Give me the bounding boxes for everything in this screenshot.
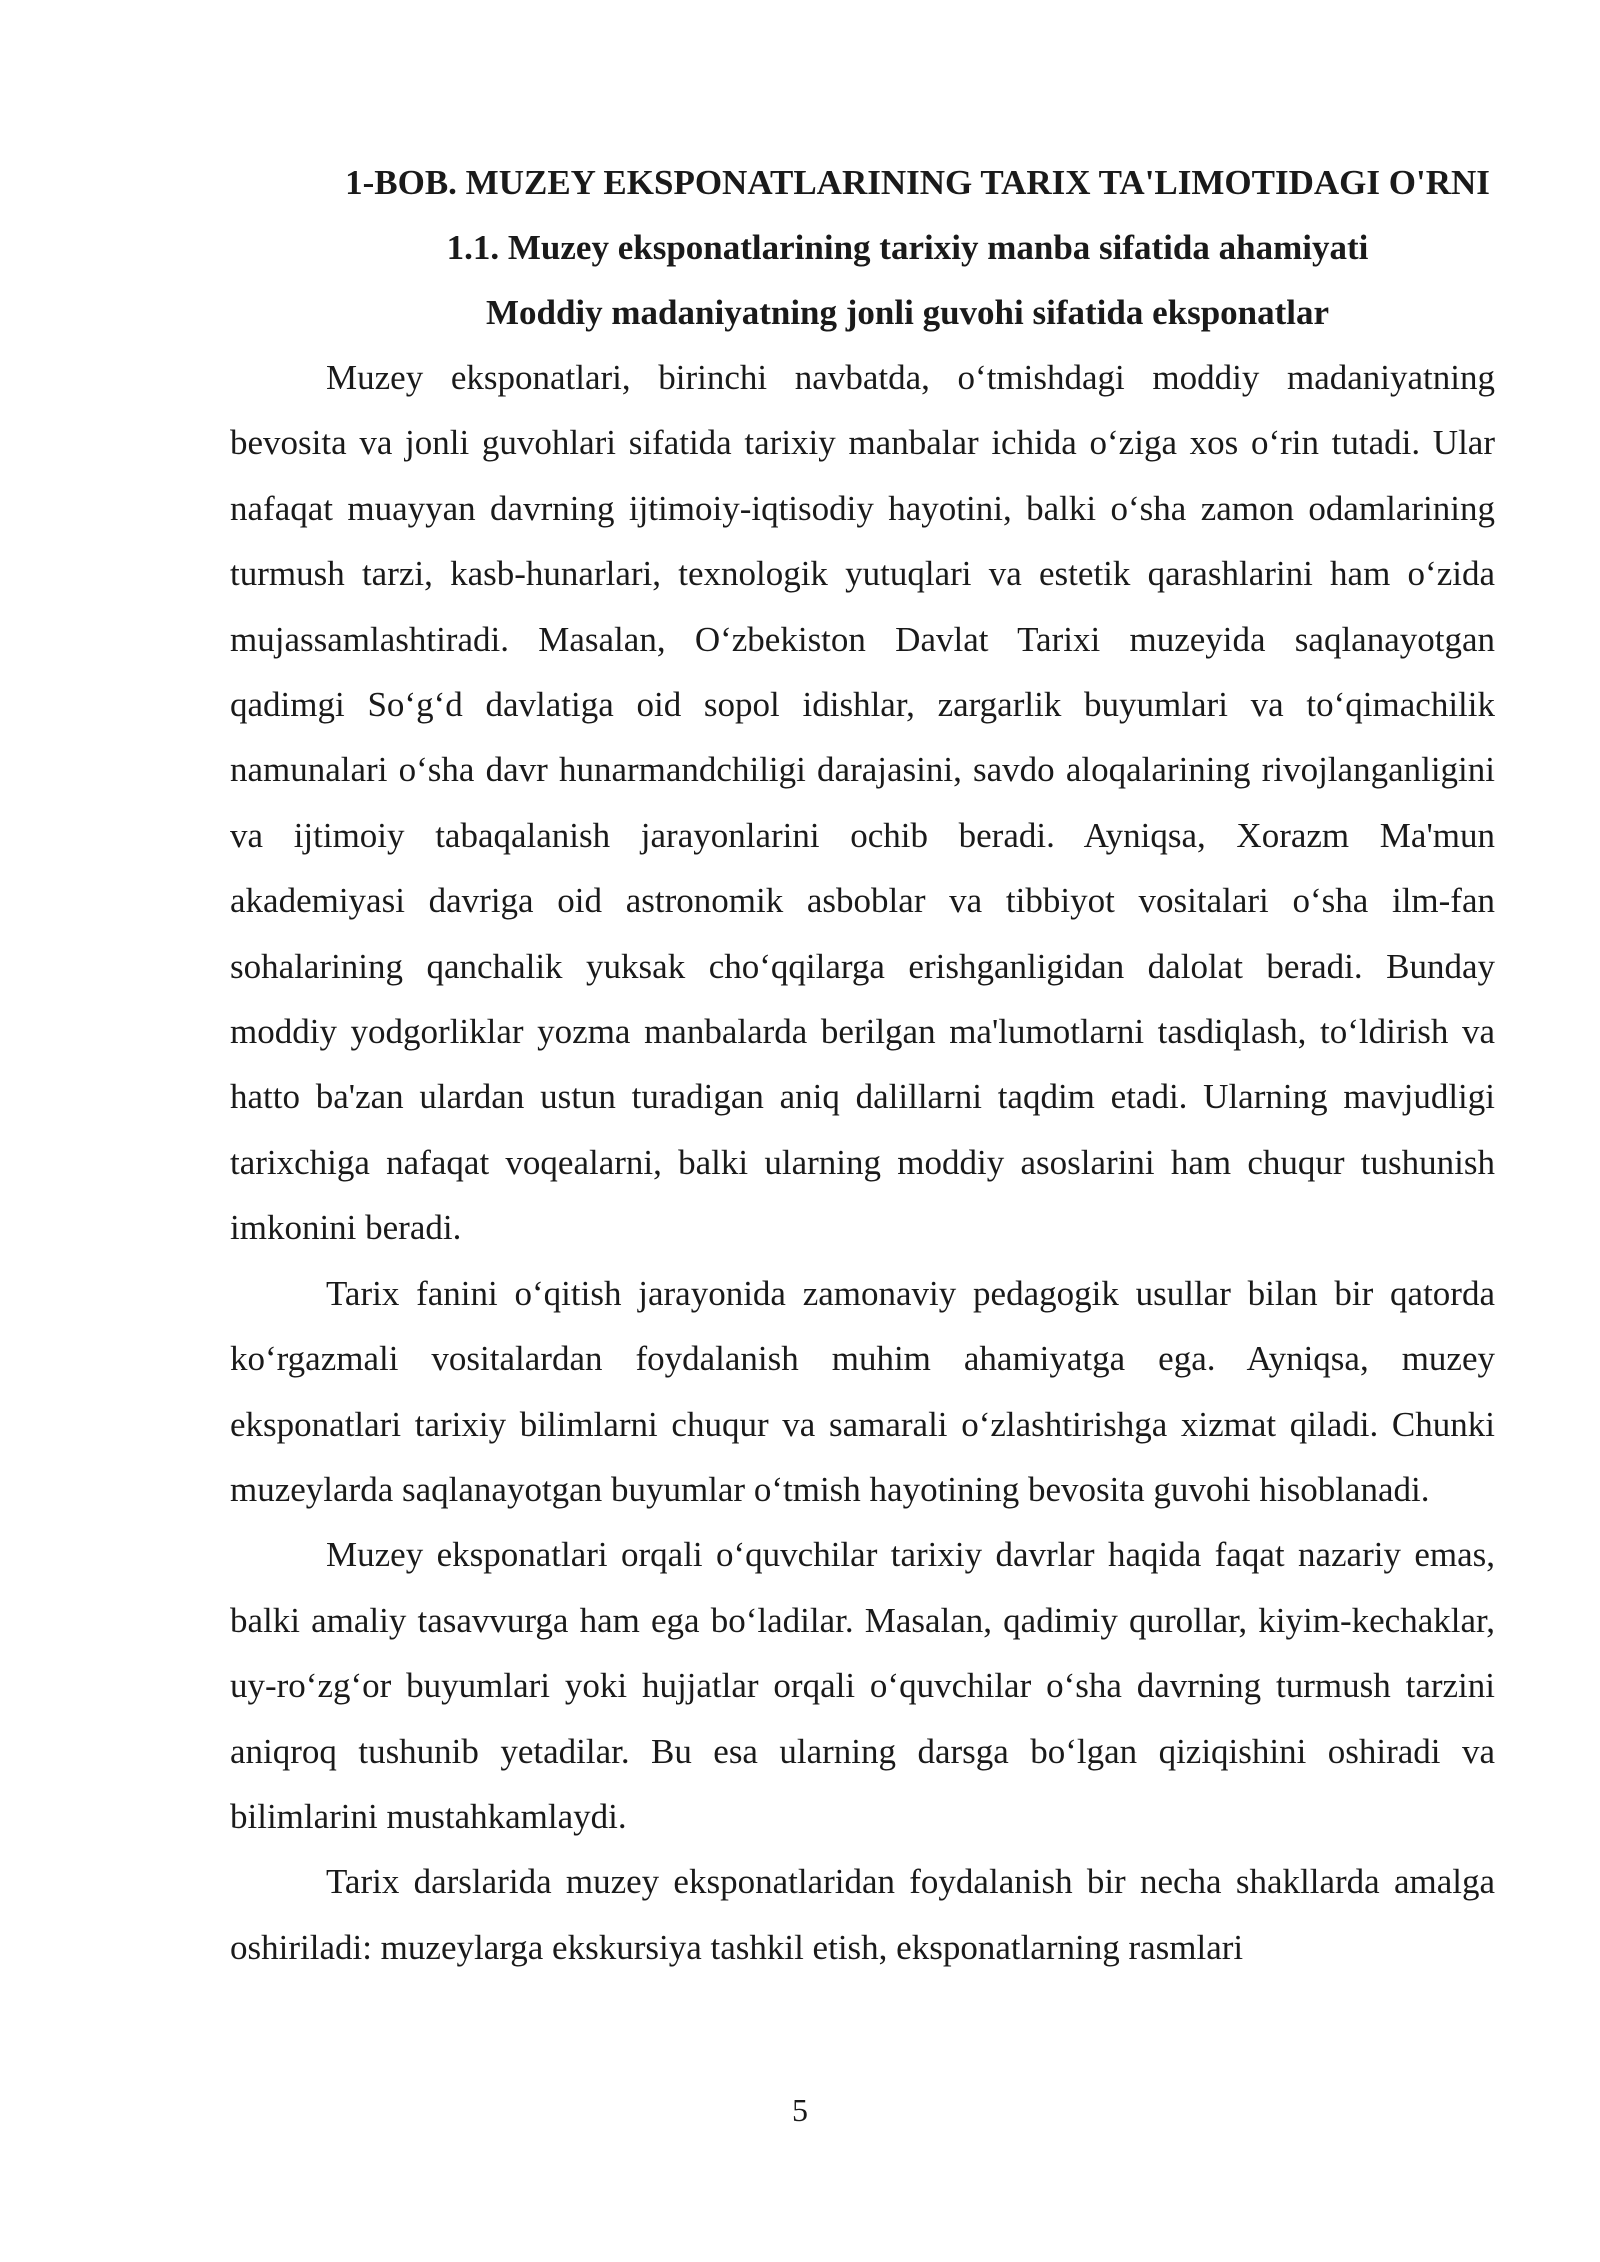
body-paragraph: Muzey eksponatlari orqali o‘quvchilar tarixiy davrlar haqida faqat nazariy emas, balki amaliy tasavvurga ham ega bo‘ladilar. Masalan, qadimiy qurollar, kiyim-kechaklar, uy-ro‘zg‘or buyumlari yoki hujjatlar orqali o‘quvchilar o‘sha davrning turmush tarzini aniqroq tushunib yetadilar. Bu esa ularning darsga bo‘lgan qiziqishini oshiradi va bilimlarini mustahkamlaydi. (230, 1535, 1495, 1836)
body-paragraph: Tarix fanini o‘qitish jarayonida zamonaviy pedagogik usullar bilan bir qatorda ko‘rgazmali vositalardan foydalanish muhim ahamiyatga ega. Ayniqsa, muzey eksponatlari tarixiy bilimlarni chuqur va samarali o‘zlashtirishga xizmat qiladi. Chunki muzeylarda saqlanayotgan buyumlar o‘tmish hayotining bevosita guvohi hisoblanadi. (230, 1273, 1495, 1509)
page-number: 5 (792, 2092, 808, 2128)
document-page (230, 150, 1495, 1980)
body-paragraph: Muzey eksponatlari, birinchi navbatda, o‘tmishdagi moddiy madaniyatning bevosita va jonli guvohlari sifatida tarixiy manbalar ichida o‘ziga xos o‘rin tutadi. Ular nafaqat muayyan davrning ijtimoiy-iqtisodiy hayotini, balki o‘sha zamon odamlarining turmush tarzi, kasb-hunarlari, texnologik yutuqlari va estetik qarashlarini ham o‘zida mujassamlashtiradi. Masalan, O‘zbekiston Davlat Tarixi muzeyida saqlanayotgan qadimgi So‘g‘d davlatiga oid sopol idishlar, zargarlik buyumlari va to‘qimachilik namunalari o‘sha davr hunarmandchiligi darajasini, savdo aloqalarining rivojlanganligini va ijtimoiy tabaqalanish jarayonlarini ochib beradi. Ayniqsa, Xorazm Ma'mun akademiyasi davriga oid astronomik asboblar va tibbiyot vositalari o‘sha ilm-fan sohalarining qanchalik yuksak cho‘qqilarga erishganligidan dalolat beradi. Bunday moddiy yodgorliklar yozma manbalarda berilgan ma'lumotlarni tasdiqlash, to‘ldirish va hatto ba'zan ulardan ustun turadigan aniq dalillarni taqdim etadi. Ularning mavjudligi tarixchiga nafaqat voqealarni, balki ularning moddiy asoslarini ham chuqur tushunish imkonini beradi. (230, 358, 1495, 1248)
section-heading: 1.1. Muzey eksponatlarining tarixiy manba sifatida ahamiyati (446, 228, 1369, 267)
subsection-heading: Moddiy madaniyatning jonli guvohi sifatida eksponatlar (485, 293, 1330, 332)
body-paragraph: Tarix darslarida muzey eksponatlaridan foydalanish bir necha shakllarda amalga oshiriladi: muzeylarga ekskursiya tashkil etish, eksponatlarning rasmlari (230, 1862, 1495, 1967)
chapter-heading: 1-BOB. MUZEY EKSPONATLARINING TARIX TA'LIMOTIDAGI O'RNI (345, 163, 1490, 202)
